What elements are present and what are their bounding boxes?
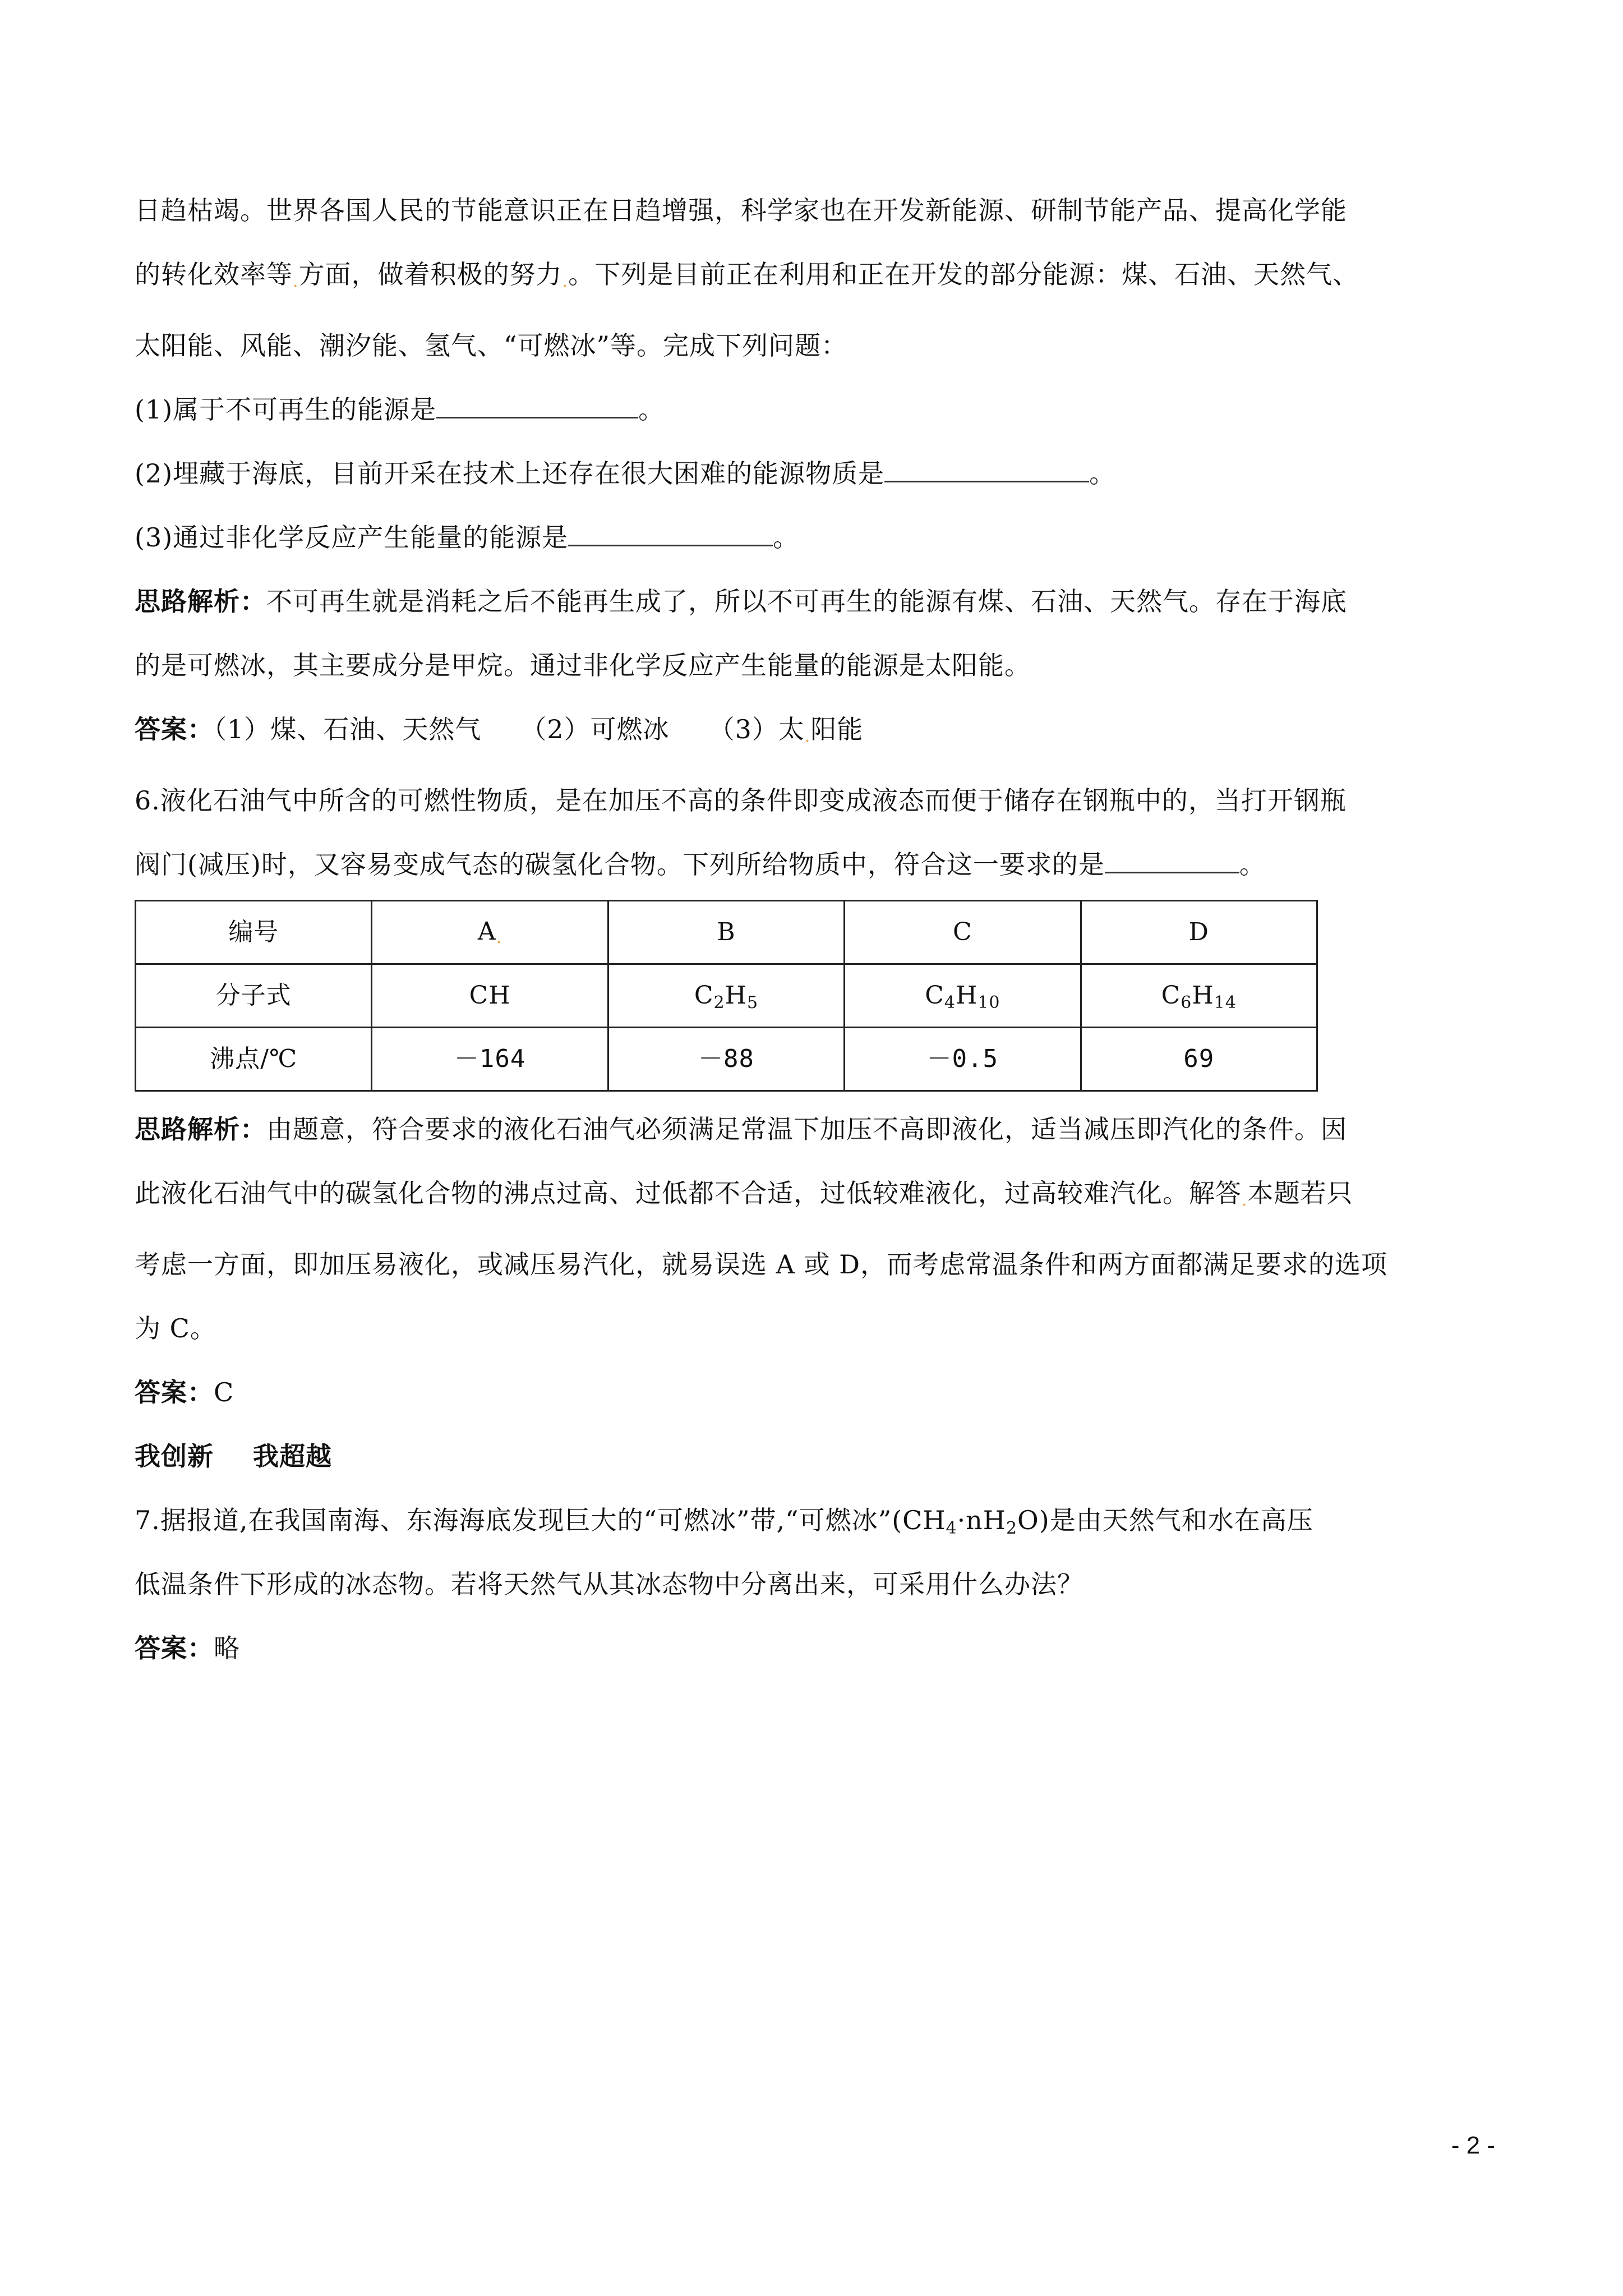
table-cell <box>372 901 608 964</box>
analysis-paragraph <box>135 569 1492 633</box>
answer-blank[interactable] <box>1105 843 1239 873</box>
analysis-label: 思路解析： <box>135 586 266 616</box>
question-text: 低温条件下形成的冰态物。若将天然气从其冰态物中分离出来，可采用什么办法？ <box>135 1569 1083 1599</box>
intro-text: 日趋枯竭。世界各国人民的节能意识正在日趋增强，科学家也在开发新能源、研制节能产品、提高化学能 <box>135 195 1347 226</box>
boiling-point-cell: －0.5 <box>845 1028 1081 1091</box>
table-cell: B <box>608 901 844 964</box>
edit-mark-icon: . <box>562 272 569 291</box>
answer-line <box>135 1360 1492 1424</box>
formula-text: C <box>925 981 944 1010</box>
punctuation: 。 <box>638 394 665 425</box>
answer-text: （3）太 <box>708 714 805 744</box>
punctuation: 。 <box>773 522 800 553</box>
boiling-point-cell: 69 <box>1081 1028 1317 1091</box>
question-item <box>135 378 1492 441</box>
edit-mark-icon: . <box>496 927 502 947</box>
formula-subscript: 5 <box>747 992 759 1013</box>
question-text: 阀门(减压)时，又容易变成气态的碳氢化合物。下列所给物质中，符合这一要求的是 <box>135 849 1105 880</box>
punctuation: 。 <box>1239 849 1266 880</box>
formula-cell <box>1081 964 1317 1028</box>
boiling-point-cell: －88 <box>608 1028 844 1091</box>
question-line <box>135 769 1492 832</box>
intro-text: 的转化效率等 <box>135 259 293 289</box>
question-text: (2)埋藏于海底，目前开采在技术上还存在很大困难的能源物质是 <box>135 458 885 489</box>
formula-text: H <box>725 981 747 1010</box>
answer-text: 略 <box>214 1633 240 1663</box>
analysis-text: 考虑一方面，即加压易液化，或减压易汽化，就易误选 A 或 D，而考虑常温条件和两方面都满足要求的选项 <box>135 1249 1387 1280</box>
formula-subscript: 14 <box>1214 992 1237 1013</box>
analysis-text: 本题若只 <box>1247 1178 1353 1208</box>
answer-blank[interactable] <box>884 452 1089 482</box>
page-number: - 2 - <box>1451 2132 1495 2159</box>
answer-label: 答案： <box>135 1377 214 1407</box>
formula-text: C <box>694 981 714 1010</box>
question-item <box>135 505 1492 569</box>
question-line <box>135 832 1492 896</box>
page-content <box>135 178 1492 1680</box>
edit-mark-icon: . <box>1242 1190 1248 1210</box>
formula-text: CH <box>469 981 511 1010</box>
intro-text: 太阳能、风能、潮汐能、氢气、“可燃冰”等。完成下列问题： <box>135 330 848 361</box>
answer-blank[interactable] <box>568 516 773 546</box>
edit-mark-icon: . <box>293 272 299 291</box>
analysis-text: 由题意，符合要求的液化石油气必须满足常温下加压不高即液化，适当减压即汽化的条件。因 <box>266 1114 1347 1144</box>
formula-cell <box>372 964 608 1028</box>
analysis-paragraph <box>135 1161 1492 1232</box>
section-heading-text: 我超越 <box>253 1441 332 1471</box>
analysis-text: 此液化石油气中的碳氢化合物的沸点过高、过低都不合适，过低较难液化，过高较难汽化。解答 <box>135 1178 1242 1208</box>
table-cell: D <box>1081 901 1317 964</box>
formula-cell <box>845 964 1081 1028</box>
punctuation: 。 <box>1089 458 1116 489</box>
question-item <box>135 441 1492 505</box>
intro-line <box>135 178 1492 242</box>
table-cell: C <box>845 901 1081 964</box>
formula-subscript: 10 <box>978 992 1000 1013</box>
question-line <box>135 1488 1492 1552</box>
row-header: 分子式 <box>136 964 372 1028</box>
analysis-paragraph <box>135 633 1492 697</box>
intro-text: 。下列是目前正在利用和正在开发的部分能源：煤、石油、天然气、 <box>568 259 1359 289</box>
analysis-paragraph <box>135 1097 1492 1161</box>
answer-text: （1）煤、石油、天然气 <box>214 714 482 744</box>
edit-mark-icon: . <box>804 726 811 746</box>
table-row <box>136 901 1317 964</box>
formula-text: H <box>1192 981 1214 1010</box>
question-text: 7.据报道,在我国南海、东海海底发现巨大的“可燃冰”带,“可燃冰”(CH <box>135 1505 946 1535</box>
row-header: 编号 <box>136 901 372 964</box>
question-text: (1)属于不可再生的能源是 <box>135 394 437 425</box>
row-header: 沸点/℃ <box>136 1028 372 1091</box>
answer-line <box>135 697 1492 769</box>
question-text: 6.液化石油气中所含的可燃性物质，是在加压不高的条件即变成液态而便于储存在钢瓶中的，当打开钢瓶 <box>135 785 1347 816</box>
analysis-text: 为 C。 <box>135 1313 216 1343</box>
formula-subscript: 4 <box>946 1519 957 1538</box>
intro-line <box>135 242 1492 314</box>
cell-text: A <box>477 917 496 946</box>
analysis-text: 的是可燃冰，其主要成分是甲烷。通过非化学反应产生能量的能源是太阳能。 <box>135 650 1031 680</box>
answer-label: 答案： <box>135 714 214 744</box>
analysis-text: 不可再生就是消耗之后不能再生成了，所以不可再生的能源有煤、石油、天然气。存在于海底 <box>266 586 1347 616</box>
formula-text: C <box>1161 981 1181 1010</box>
table-row <box>136 1028 1317 1091</box>
section-heading-text: 我创新 <box>135 1441 214 1471</box>
formula-subscript: 2 <box>713 992 725 1013</box>
answer-line <box>135 1616 1492 1680</box>
answer-text: 阳能 <box>810 714 864 744</box>
hydrocarbon-table <box>135 900 1318 1092</box>
formula-cell <box>608 964 844 1028</box>
answer-label: 答案： <box>135 1633 214 1663</box>
question-text: O)是由天然气和水在高压 <box>1017 1505 1313 1535</box>
answer-blank[interactable] <box>436 388 638 418</box>
intro-text: 方面，做着积极的努力 <box>298 259 562 289</box>
question-text: (3)通过非化学反应产生能量的能源是 <box>135 522 569 553</box>
table-row <box>136 964 1317 1028</box>
formula-subscript: 6 <box>1181 992 1192 1013</box>
answer-text: （2）可燃冰 <box>520 714 670 744</box>
section-heading <box>135 1424 1492 1488</box>
boiling-point-cell: －164 <box>372 1028 608 1091</box>
analysis-paragraph <box>135 1232 1492 1296</box>
analysis-label: 思路解析： <box>135 1114 266 1144</box>
analysis-paragraph <box>135 1296 1492 1360</box>
answer-text: C <box>214 1377 234 1407</box>
formula-subscript: 4 <box>944 992 956 1013</box>
formula-subscript: 2 <box>1006 1519 1018 1538</box>
intro-line <box>135 314 1492 378</box>
question-line <box>135 1552 1492 1616</box>
formula-text: H <box>955 981 978 1010</box>
question-text: ·nH <box>957 1505 1006 1535</box>
